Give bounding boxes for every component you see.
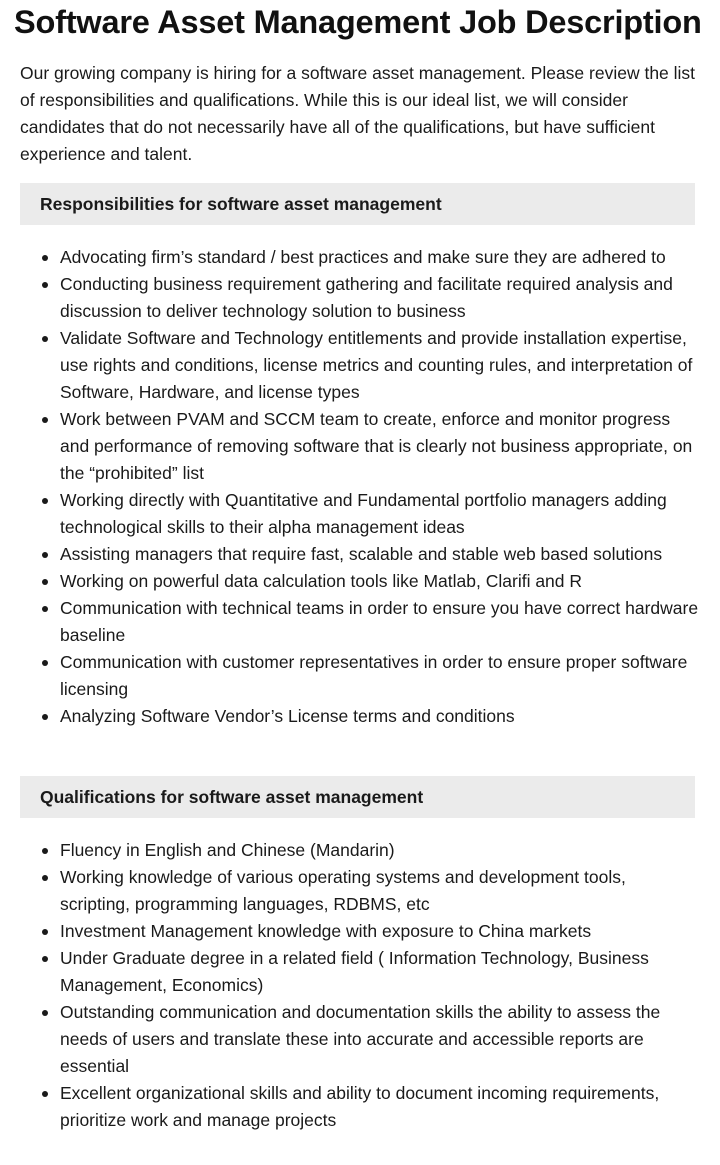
list-item: Communication with customer representatives in order to ensure proper software licensing xyxy=(60,649,700,703)
page-title: Software Asset Management Job Description xyxy=(14,4,702,40)
list-item: Conducting business requirement gathering and facilitate required analysis and discussion to deliver technology solution to business xyxy=(60,271,700,325)
list-item: Outstanding communication and documentation skills the ability to assess the needs of users and translate these into accurate and accessible reports are essential xyxy=(60,999,700,1080)
list-item: Validate Software and Technology entitlements and provide installation expertise, use rights and conditions, license metrics and counting rules, and interpretation of Software, Hardware, and license types xyxy=(60,325,700,406)
qualifications-heading: Qualifications for software asset management xyxy=(20,776,695,818)
list-item: Investment Management knowledge with exposure to China markets xyxy=(60,918,700,945)
list-item: Under Graduate degree in a related field ( Information Technology, Business Management, Economics) xyxy=(60,945,700,999)
intro-paragraph: Our growing company is hiring for a software asset management. Please review the list of responsibilities and qualifications. While this is our ideal list, we will consider candidates that do not necessarily have all of the qualifications, but have sufficient experience and talent. xyxy=(20,63,696,164)
list-item: Assisting managers that require fast, scalable and stable web based solutions xyxy=(60,541,700,568)
list-item: Fluency in English and Chinese (Mandarin) xyxy=(60,837,700,864)
qualifications-list xyxy=(20,837,700,1134)
list-item: Working directly with Quantitative and Fundamental portfolio managers adding technological skills to their alpha management ideas xyxy=(60,487,700,541)
list-item: Working knowledge of various operating systems and development tools, scripting, programming languages, RDBMS, etc xyxy=(60,864,700,918)
responsibilities-heading: Responsibilities for software asset management xyxy=(20,183,695,225)
list-item: Communication with technical teams in order to ensure you have correct hardware baseline xyxy=(60,595,700,649)
list-item: Advocating firm’s standard / best practices and make sure they are adhered to xyxy=(60,244,700,271)
list-item: Work between PVAM and SCCM team to create, enforce and monitor progress and performance of removing software that is clearly not business appropriate, on the “prohibited” list xyxy=(60,406,700,487)
list-item: Analyzing Software Vendor’s License terms and conditions xyxy=(60,703,700,730)
list-item: Excellent organizational skills and ability to document incoming requirements, prioritize work and manage projects xyxy=(60,1080,700,1134)
responsibilities-list xyxy=(20,244,700,730)
list-item: Working on powerful data calculation tools like Matlab, Clarifi and R xyxy=(60,568,700,595)
